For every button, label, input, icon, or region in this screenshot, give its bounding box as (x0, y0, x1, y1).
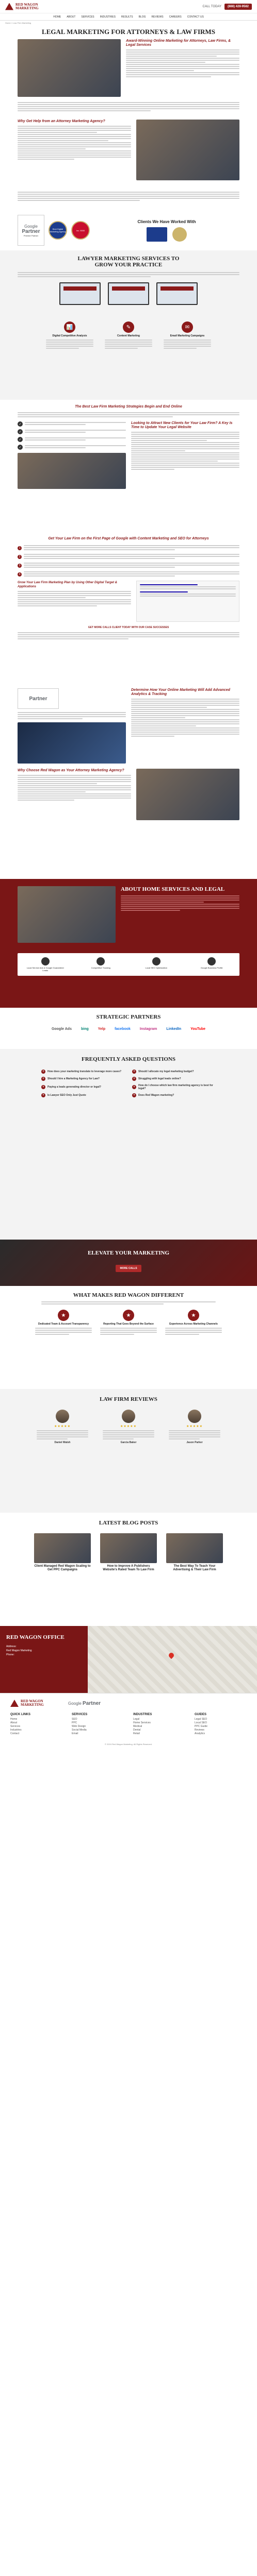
footer-link[interactable]: Reviews (195, 1728, 204, 1732)
inc-badge: Inc. 5000 (71, 221, 90, 240)
footer-link[interactable]: Home (10, 1718, 18, 1721)
plus-icon: + (132, 1093, 136, 1097)
partner-logo: Yelp (98, 1027, 106, 1031)
badge-partner-text: Partner (83, 1700, 101, 1706)
office-image (136, 120, 239, 180)
intro-paragraph-2 (0, 192, 257, 210)
blog-heading: LATEST BLOG POSTS (99, 1520, 158, 1526)
office-name: Red Wagon Marketing (6, 1649, 32, 1652)
different-title: Experience Across Marketing Channels (169, 1323, 218, 1326)
badge-premier-text: Premier Partner (23, 234, 39, 237)
google-partner-badge (18, 215, 44, 246)
services-intro (0, 272, 257, 277)
hero-subtitle: Award-Winning Online Marketing for Attorneys, Law Firms, & Legal Services (126, 39, 231, 47)
breadcrumb[interactable]: Home » Law Firm Marketing (5, 22, 31, 24)
different-item (35, 1310, 92, 1336)
client-logo (172, 227, 187, 242)
plus-icon: + (132, 1077, 136, 1081)
stars-icon: ★★★★★ (120, 1425, 137, 1428)
chart-icon: 📊 (64, 321, 75, 333)
map[interactable] (88, 1626, 257, 1693)
badge-partner-text: Partner (29, 696, 47, 702)
google-sub-heading: Grow Your Law Firm Marketing Plan by Using Other Digital Target & Applications (18, 581, 118, 588)
footer-link[interactable]: About (10, 1721, 18, 1724)
strategies-side-heading: Looking to Attract New Clients for Your Law Firm? A Key Is Time to Update Your Legal Website (131, 421, 233, 429)
faq-question: Should I allocate my legal marketing budget? (138, 1070, 194, 1073)
office-heading: RED WAGON OFFICE (6, 1634, 65, 1640)
blog-title[interactable]: How to Improve A Publishers Website’s Rated Team To Law Firm (103, 1565, 154, 1571)
review-card (169, 1410, 220, 1444)
different-title: Reporting That Goes Beyond the Surface (103, 1323, 154, 1326)
laptop-mockup (156, 282, 198, 305)
number-icon: 1 (18, 546, 22, 550)
about-image (18, 886, 116, 943)
logo-line2: MARKETING (15, 6, 39, 10)
about-item-label: Local Service Ads & Google Guaranteed Leads (26, 967, 64, 972)
plus-icon: + (132, 1070, 136, 1074)
check-icon: ✓ (18, 421, 23, 427)
faq-question: How does your marketing translate to leverage more cases? (47, 1070, 122, 1073)
page-title: LEGAL MARKETING FOR ATTORNEYS & LAW FIRMS (42, 28, 215, 36)
wagon-icon (5, 3, 13, 10)
laptop-mockup (59, 282, 101, 305)
nav-home[interactable]: HOME (53, 15, 61, 19)
faq-item[interactable] (132, 1084, 216, 1090)
team-image (18, 453, 126, 489)
plus-icon: + (41, 1077, 45, 1081)
faq-question: Paying a leads generating director or legal? (47, 1086, 101, 1089)
faq-item[interactable] (41, 1093, 125, 1097)
team-icon: ★ (58, 1310, 69, 1321)
partner-logo: bing (81, 1027, 89, 1031)
why-heading: Why Choose Red Wagon as Your Attorney Marketing Agency? (18, 769, 124, 772)
blog-card[interactable] (100, 1533, 157, 1572)
blog-image (166, 1533, 223, 1563)
footer-link[interactable]: Services (10, 1725, 21, 1728)
google-cta[interactable]: GET MORE CALLS CLIENT TODAY WITH OUR CASE SUCCESSES (88, 626, 169, 629)
avatar (56, 1410, 69, 1423)
service-title: Email Marketing Campaigns (170, 334, 205, 337)
logo-line2: MARKETING (21, 1703, 44, 1707)
different-item (100, 1310, 157, 1336)
faq-question: Should I hire a Marketing Agency for Law? (47, 1077, 100, 1080)
about-item-label: Local SEO Optimization (145, 967, 167, 969)
nav-services[interactable]: SERVICES (81, 15, 94, 19)
faq-question: How do I choose which law firm marketing agency is best for legal? (138, 1084, 213, 1090)
tracking-icon (97, 957, 105, 965)
faq-question: Is Lawyer SEO Only Just Quote (47, 1094, 86, 1097)
service-title: Digital Competitive Analysis (52, 334, 87, 337)
partner-logo: Google Ads (51, 1027, 72, 1031)
faq-item[interactable] (132, 1093, 216, 1097)
check-icon: ✓ (18, 429, 23, 434)
hero-text (126, 49, 239, 77)
footer-col (10, 1713, 62, 1736)
faq-item[interactable] (132, 1070, 216, 1074)
blog-card[interactable] (166, 1533, 223, 1572)
reviewer-name: Daniel Walsh (54, 1441, 71, 1444)
office-address-label: Address: (6, 1645, 17, 1648)
avatar (122, 1410, 135, 1423)
clients-heading: Clients We Have Worked With (137, 219, 196, 224)
blog-title[interactable]: The Best Way To Teach Your Advertising & Their Law Firm (173, 1565, 216, 1571)
service-content[interactable] (105, 321, 152, 350)
about-item-label: Google Business Profile (200, 967, 223, 969)
intro-paragraph (0, 102, 257, 120)
stars-icon: ★★★★★ (54, 1425, 71, 1428)
channels-icon: ★ (188, 1310, 199, 1321)
blog-image (100, 1533, 157, 1563)
nav-about[interactable]: ABOUT (67, 15, 76, 19)
blog-card[interactable] (34, 1533, 91, 1572)
faq-item[interactable] (41, 1084, 125, 1090)
about-item[interactable] (191, 957, 232, 972)
nav-industries[interactable]: INDUSTRIES (100, 15, 116, 19)
faq-question: Struggling with legal leads online? (138, 1077, 181, 1080)
plus-icon: + (41, 1093, 45, 1097)
plus-icon: + (132, 1085, 136, 1089)
partner-logo: LinkedIn (166, 1027, 182, 1031)
badge-google-text: Google (24, 224, 38, 229)
nav-careers[interactable]: CAREERS (169, 15, 182, 19)
plus-icon: + (41, 1070, 45, 1074)
footer-link[interactable]: PPC (72, 1721, 77, 1724)
footer-link[interactable]: Industries (10, 1728, 22, 1732)
footer-link[interactable]: SEO (72, 1718, 77, 1721)
plus-icon: + (41, 1085, 45, 1089)
badge-partner-text: Partner (22, 228, 40, 234)
nav-results[interactable]: RESULTS (121, 15, 133, 19)
stars-icon: ★★★★★ (186, 1425, 203, 1428)
envelope-icon: ✉ (182, 321, 193, 333)
service-title: Content Marketing (117, 334, 140, 337)
analytics-heading: Determine How Your Online Marketing Will Add Advanced Analytics & Tracking (131, 688, 230, 696)
nav-blog[interactable]: BLOG (138, 15, 146, 19)
strategies-text (131, 432, 239, 470)
number-icon: 3 (18, 564, 22, 568)
client-logo (147, 227, 167, 242)
reviews-heading: LAW FIRM REVIEWS (100, 1396, 157, 1402)
site-header (0, 0, 257, 13)
footer-link[interactable]: Home Services (133, 1721, 151, 1724)
nav-reviews[interactable]: REVIEWS (151, 15, 164, 19)
faq-question: Does Red Wagon marketing? (138, 1094, 174, 1097)
partner-logo: YouTube (190, 1027, 206, 1031)
footer-col (195, 1713, 247, 1736)
number-icon: 4 (18, 572, 22, 577)
footer-link[interactable]: Legal SEO (195, 1718, 207, 1721)
footer-link[interactable]: Local SEO (195, 1721, 207, 1724)
footer-col-title: INDUSTRIES (133, 1713, 152, 1716)
laptop-mockup (108, 282, 149, 305)
footer-link[interactable]: Email (72, 1732, 78, 1735)
nav-contact[interactable]: CONTACT US (187, 15, 204, 19)
award-seal: Best Digital Marketing Agency (49, 221, 67, 240)
intro-text (18, 126, 131, 160)
footer-col-title: QUICK LINKS (10, 1713, 30, 1716)
about-item[interactable] (80, 957, 121, 972)
service-competitive[interactable] (46, 321, 93, 350)
footer-link[interactable]: Retail (133, 1732, 140, 1735)
blog-image (34, 1533, 91, 1563)
avatar (188, 1410, 201, 1423)
logo[interactable] (5, 3, 55, 10)
intro-heading: Why Get Help from an Attorney Marketing Agency? (18, 120, 105, 123)
footer-col-title: GUIDES (195, 1713, 207, 1716)
reviewer-name: Garcia Baker (120, 1441, 137, 1444)
meeting-image (136, 769, 239, 820)
footer-col (72, 1713, 124, 1736)
footer-link[interactable]: PPC Guide (195, 1725, 208, 1728)
report-icon: ★ (123, 1310, 134, 1321)
service-email[interactable] (164, 321, 211, 350)
map-pin-icon (168, 1652, 175, 1659)
partners-heading: STRATEGIC PARTNERS (96, 1014, 161, 1020)
call-label: CALL TODAY (202, 5, 221, 8)
location-icon (41, 957, 50, 965)
blog-title[interactable]: Client Managed Red Wagon Scaling to Get PPC Campaigns (34, 1565, 91, 1571)
strategies-intro (0, 412, 257, 417)
different-title: Dedicated Team & Account Transparency (38, 1323, 89, 1326)
faq-item[interactable] (132, 1077, 216, 1081)
logo-line1: RED WAGON (15, 2, 38, 7)
search-results-mockup (136, 581, 239, 622)
faq-item[interactable] (41, 1070, 125, 1074)
footer-link[interactable]: Legal (133, 1718, 140, 1721)
faq-item[interactable] (41, 1077, 125, 1081)
about-heading: ABOUT HOME SERVICES AND LEGAL (121, 886, 225, 892)
badge-google-text: Google (68, 1701, 82, 1706)
footer-col (133, 1713, 185, 1736)
footer-logo[interactable] (10, 1700, 60, 1707)
google-partner-badge-2 (18, 688, 59, 709)
footer-link[interactable]: Contact (10, 1732, 20, 1735)
different-item (165, 1310, 222, 1336)
strategies-heading: The Best Law Firm Marketing Strategies Begin and End Online (75, 405, 182, 409)
number-icon: 2 (18, 555, 22, 559)
faq-heading: FREQUENTLY ASKED QUESTIONS (82, 1056, 175, 1062)
about-item-label: Competitive Tracking (91, 967, 110, 969)
partner-logo: facebook (115, 1027, 131, 1031)
seo-icon (152, 957, 160, 965)
about-item[interactable] (25, 957, 66, 972)
partner-logo: Instagram (139, 1027, 157, 1031)
review-card (37, 1410, 88, 1444)
elevate-button[interactable]: MORE CALLS (116, 1265, 141, 1272)
footer-link[interactable]: Dental (133, 1728, 141, 1732)
office-phone-label: Phone: (6, 1653, 14, 1656)
copyright: © 2024 Red Wagon Marketing. All Rights Reserved. (105, 1743, 152, 1745)
different-heading: WHAT MAKES RED WAGON DIFFERENT (73, 1292, 184, 1298)
footer-google-partner (68, 1701, 101, 1706)
check-icon: ✓ (18, 445, 23, 450)
review-card (103, 1410, 154, 1444)
logo-line1: RED WAGON (21, 1699, 43, 1703)
footer-link[interactable]: Web Design (72, 1725, 86, 1728)
elevate-heading: ELEVATE YOUR MARKETING (87, 1250, 170, 1256)
about-item[interactable] (136, 957, 177, 972)
wagon-icon (10, 1700, 19, 1707)
hero-image (18, 39, 121, 97)
check-icon: ✓ (18, 437, 23, 442)
footer-link[interactable]: Analytics (195, 1732, 205, 1735)
services-heading: LAWYER MARKETING SERVICES TO GROW YOUR PRACTICE (77, 256, 180, 268)
analytics-image (18, 722, 126, 764)
profile-icon (207, 957, 216, 965)
phone-button[interactable]: (888) 428-9582 (224, 4, 252, 10)
main-nav (0, 13, 257, 21)
pencil-icon: ✎ (123, 321, 134, 333)
google-heading: Get Your Law Firm on the First Page of Google with Content Marketing and SEO for Attorneys (48, 537, 209, 540)
reviewer-name: Jason Parker (186, 1441, 203, 1444)
footer-col-title: SERVICES (72, 1713, 88, 1716)
footer-link[interactable]: Medical (133, 1725, 142, 1728)
footer-link[interactable]: Social Media (72, 1728, 87, 1732)
